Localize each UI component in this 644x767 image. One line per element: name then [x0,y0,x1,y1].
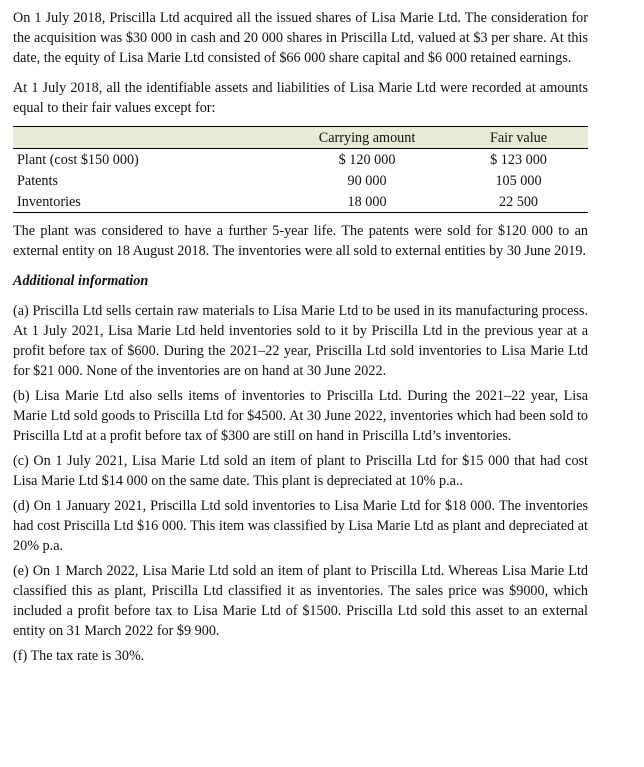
row-carrying-amount: $ 120 000 [285,149,449,171]
row-label: Patents [17,172,58,189]
row-fair-value: $ 123 000 [449,149,588,171]
info-item-d: (d) On 1 January 2021, Priscilla Ltd sold inventories to Lisa Marie Ltd for $18 000. The inventories had cost Priscilla Ltd $16 000. This item was classified by Lisa Marie Ltd as plant and depreciated at 20% p.a. [13,498,588,554]
table-row [13,170,588,191]
header-carrying-amount: Carrying amount [318,130,416,146]
row-fair-value: 22 500 [449,191,588,213]
intro-paragraph-2: At 1 July 2018, all the identifiable assets and liabilities of Lisa Marie Ltd were recorded at amounts equal to their fair values except for: [13,80,588,116]
row-label: Plant (cost $150 000) [13,149,285,171]
row-label: Inventories [13,191,285,213]
additional-information-heading: Additional information [13,273,149,289]
fair-value-table [13,126,588,213]
table-header-row [13,127,588,149]
row-fair-value: 105 000 [495,172,542,189]
info-item-a: (a) Priscilla Ltd sells certain raw materials to Lisa Marie Ltd to be used in its manufacturing process. At 1 July 2021, Lisa Marie Ltd held inventories sold to it by Priscilla Ltd in the previous year at a profit before tax of $600. During the 2021–22 year, Priscilla Ltd sold inventories to Lisa Marie Ltd for $21 000. None of the inventories are on hand at 30 June 2022. [13,303,588,379]
info-item-f: (f) The tax rate is 30%. [13,648,145,664]
row-carrying-amount: 18 000 [285,191,449,213]
header-label [13,127,285,149]
row-carrying-amount: 90 000 [347,172,387,189]
info-item-e: (e) On 1 March 2022, Lisa Marie Ltd sold an item of plant to Priscilla Ltd. Whereas Lisa Marie Ltd classified this as plant, Priscilla Ltd classified it as inventories. The sales price was $9000, which included a profit before tax to Lisa Marie Ltd of $1500. Priscilla Ltd sold this asset to an external entity on 31 March 2022 for $9 900. [13,563,588,639]
table-row [13,191,588,213]
intro-paragraph-1: On 1 July 2018, Priscilla Ltd acquired all the issued shares of Lisa Marie Ltd. The consideration for the acquisition was $30 000 in cash and 20 000 shares in Priscilla Ltd, valued at $3 per share. At this date, the equity of Lisa Marie Ltd consisted of $66 000 share capital and $6 000 retained earnings. [13,10,588,66]
document-page [13,8,588,666]
after-table-paragraph: The plant was considered to have a further 5-year life. The patents were sold for $120 000 to an external entity on 18 August 2018. The inventories were all sold to external entities by 30 June 2019. [13,223,588,259]
header-fair-value: Fair value [489,130,548,146]
info-item-b: (b) Lisa Marie Ltd also sells items of inventories to Priscilla Ltd. During the 2021–22 year, Lisa Marie Ltd sold goods to Priscilla Ltd for $4500. At 30 June 2022, inventories which had been sold to Priscilla Ltd at a profit before tax of $300 are still on hand in Priscilla Ltd’s inventories. [13,388,588,444]
info-item-c: (c) On 1 July 2021, Lisa Marie Ltd sold an item of plant to Priscilla Ltd for $15 000 that had cost Lisa Marie Ltd $14 000 on the same date. This plant is depreciated at 10% p.a.. [13,453,588,489]
table-row [13,149,588,171]
